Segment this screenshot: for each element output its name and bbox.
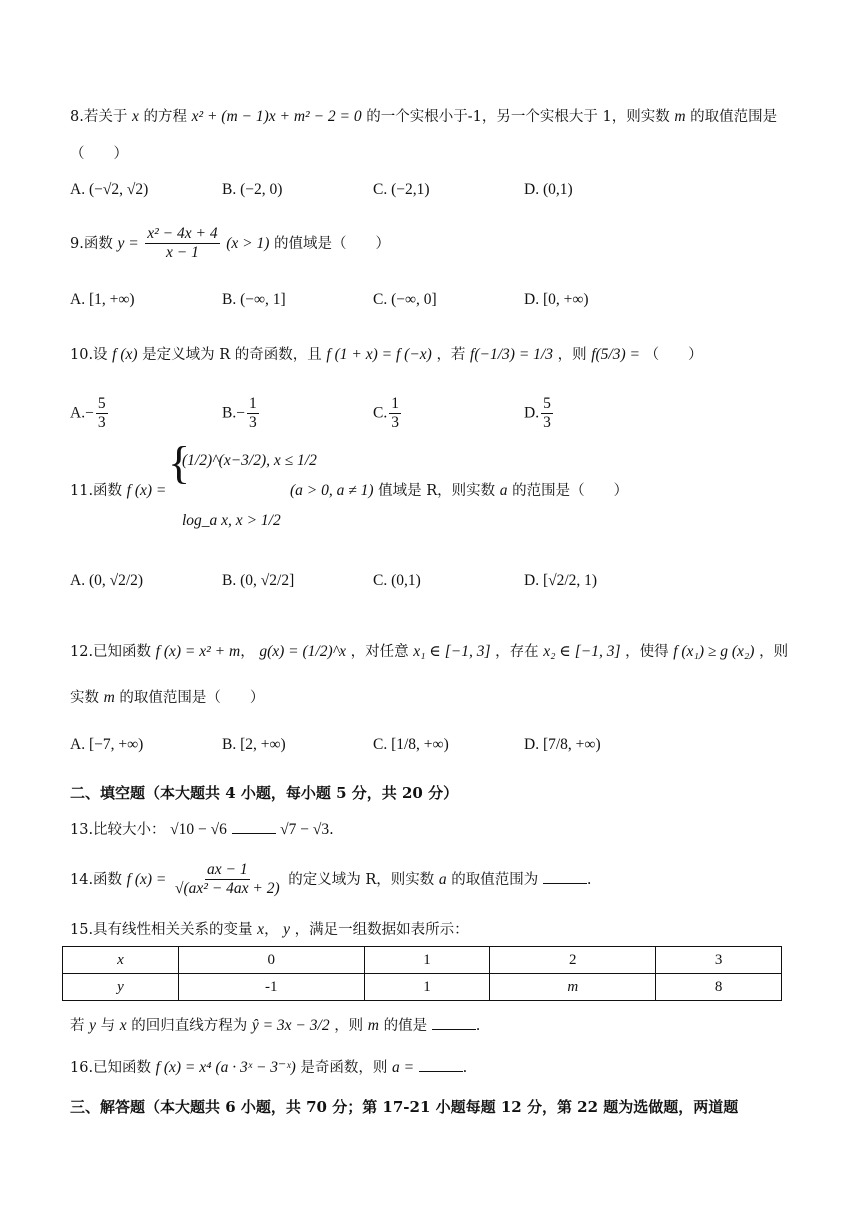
q12-option-d: D. [7/8, +∞) xyxy=(524,736,601,753)
q10-stem: 10.设 f (x) 是定义域为 R 的奇函数，且 f (1 + x) = f (−x) ，若 f(−1/3) = 1/3 ，则 f(5/3) = （ ） xyxy=(70,346,703,363)
q9-fraction: $\frac{\text{x² − 4x + 4}}{x - 1}$ xyxy=(147,225,218,262)
q11-brace: { xyxy=(168,437,191,488)
q8-option-a: A. (−√2, √2) xyxy=(70,181,149,198)
q15-intro: 15.具有线性相关关系的变量 x， y ，满足一组数据如表所示： xyxy=(70,921,469,938)
q13-blank xyxy=(232,833,276,834)
q12-stem: 12.已知函数 f (x) = x² + m， g(x) = (1/2)^x ，对任意 x₁ ∈ [−1, 3] ，存在 x₂ ∈ [−1, 3] ，使得 f (x₁) ≥ g (x₂) ，则 xyxy=(70,643,789,660)
q9-option-d: D. [0, +∞) xyxy=(524,291,589,308)
q11-case-2: log_a x, x > 1/2 xyxy=(182,512,281,529)
table-row xyxy=(63,974,782,1001)
q9-option-c: C. (−∞, 0] xyxy=(373,291,437,308)
q13-stem: 13.比较大小： √10 − √6 √7 − √3. xyxy=(70,821,334,838)
table-cell: m xyxy=(490,974,656,1001)
table-cell: 2 xyxy=(490,947,656,974)
table-cell: 1 xyxy=(364,947,490,974)
q12-stem-line2: 实数 m 的取值范围是（ ） xyxy=(70,689,265,706)
table-cell: 0 xyxy=(178,947,364,974)
q8-answer-blank: （ ） xyxy=(70,146,128,162)
table-cell: y xyxy=(63,974,179,1001)
q15-question: 若 y 与 x 的回归直线方程为 ŷ = 3x − 3/2 ，则 m 的值是 . xyxy=(70,1017,481,1034)
q8-option-b: B. (−2, 0) xyxy=(222,181,283,198)
q8-stem: 8.若关于 x 的方程 x² + (m − 1)x + m² − 2 = 0 的一个实根小于-1，另一个实根大于 1，则实数 m 的取值范围是 xyxy=(70,108,778,125)
q11-option-c: C. (0,1) xyxy=(373,572,421,589)
q14-fraction: $\frac{ax - 1}{\text{√(ax² − 4ax + 2)}}$ xyxy=(175,861,280,898)
table-cell: -1 xyxy=(178,974,364,1001)
q11-option-d: D. [√2/2, 1) xyxy=(524,572,598,589)
table-cell: 3 xyxy=(656,947,782,974)
q11-case-1: (1/2)^(x−3/2), x ≤ 1/2 xyxy=(182,452,317,469)
q8-option-d: D. (0,1) xyxy=(524,181,573,198)
q15-blank xyxy=(432,1029,476,1030)
table-cell: 8 xyxy=(656,974,782,1001)
q12-option-a: A. [−7, +∞) xyxy=(70,736,144,753)
q15-data-table xyxy=(62,946,782,1001)
q10-option-a: A.− $\frac{5}{3}$ xyxy=(70,395,106,432)
q11-suffix: (a > 0, a ≠ 1) 值域是 R，则实数 a 的范围是（ ） xyxy=(290,482,629,499)
table-cell: x xyxy=(63,947,179,974)
q10-option-c: C. $\frac{1}{3}$ xyxy=(373,395,399,432)
q12-option-c: C. [1/8, +∞) xyxy=(373,736,449,753)
q14-blank xyxy=(543,883,587,884)
table-cell: 1 xyxy=(364,974,490,1001)
q9-stem: 9.函数 y = $\frac{\text{x² − 4x + 4}}{x - 1}$ (x > 1) 的值域是（ ） xyxy=(70,225,390,262)
q10-option-b: B.− $\frac{1}{3}$ xyxy=(222,395,257,432)
q16-stem: 16.已知函数 f (x) = x⁴ (a · 3ˣ − 3⁻ˣ) 是奇函数，则 a = . xyxy=(70,1059,468,1076)
section-3-heading: 三、解答题（本大题共 6 小题，共 70 分；第 17-21 小题每题 12 分，第 22 题为选做题，两道题 xyxy=(70,1098,739,1116)
q11-option-b: B. (0, √2/2] xyxy=(222,572,295,589)
table-row xyxy=(63,947,782,974)
q11-prefix: 11.函数 f (x) = xyxy=(70,482,167,499)
q9-option-a: A. [1, +∞) xyxy=(70,291,135,308)
section-2-heading: 二、填空题（本大题共 4 小题，每小题 5 分，共 20 分） xyxy=(70,784,459,802)
q11-option-a: A. (0, √2/2) xyxy=(70,572,144,589)
q12-option-b: B. [2, +∞) xyxy=(222,736,286,753)
q10-option-d: D. $\frac{5}{3}$ xyxy=(524,395,551,432)
q8-equation: x² + (m − 1)x + m² − 2 = 0 xyxy=(191,108,362,125)
q8-option-c: C. (−2,1) xyxy=(373,181,430,198)
q16-blank xyxy=(419,1071,463,1072)
q14-stem: 14.函数 f (x) = $\frac{ax - 1}{\text{√(ax² − 4ax + 2)}}$ 的定义域为 R，则实数 a 的取值范围为 . xyxy=(70,861,592,898)
q9-option-b: B. (−∞, 1] xyxy=(222,291,286,308)
